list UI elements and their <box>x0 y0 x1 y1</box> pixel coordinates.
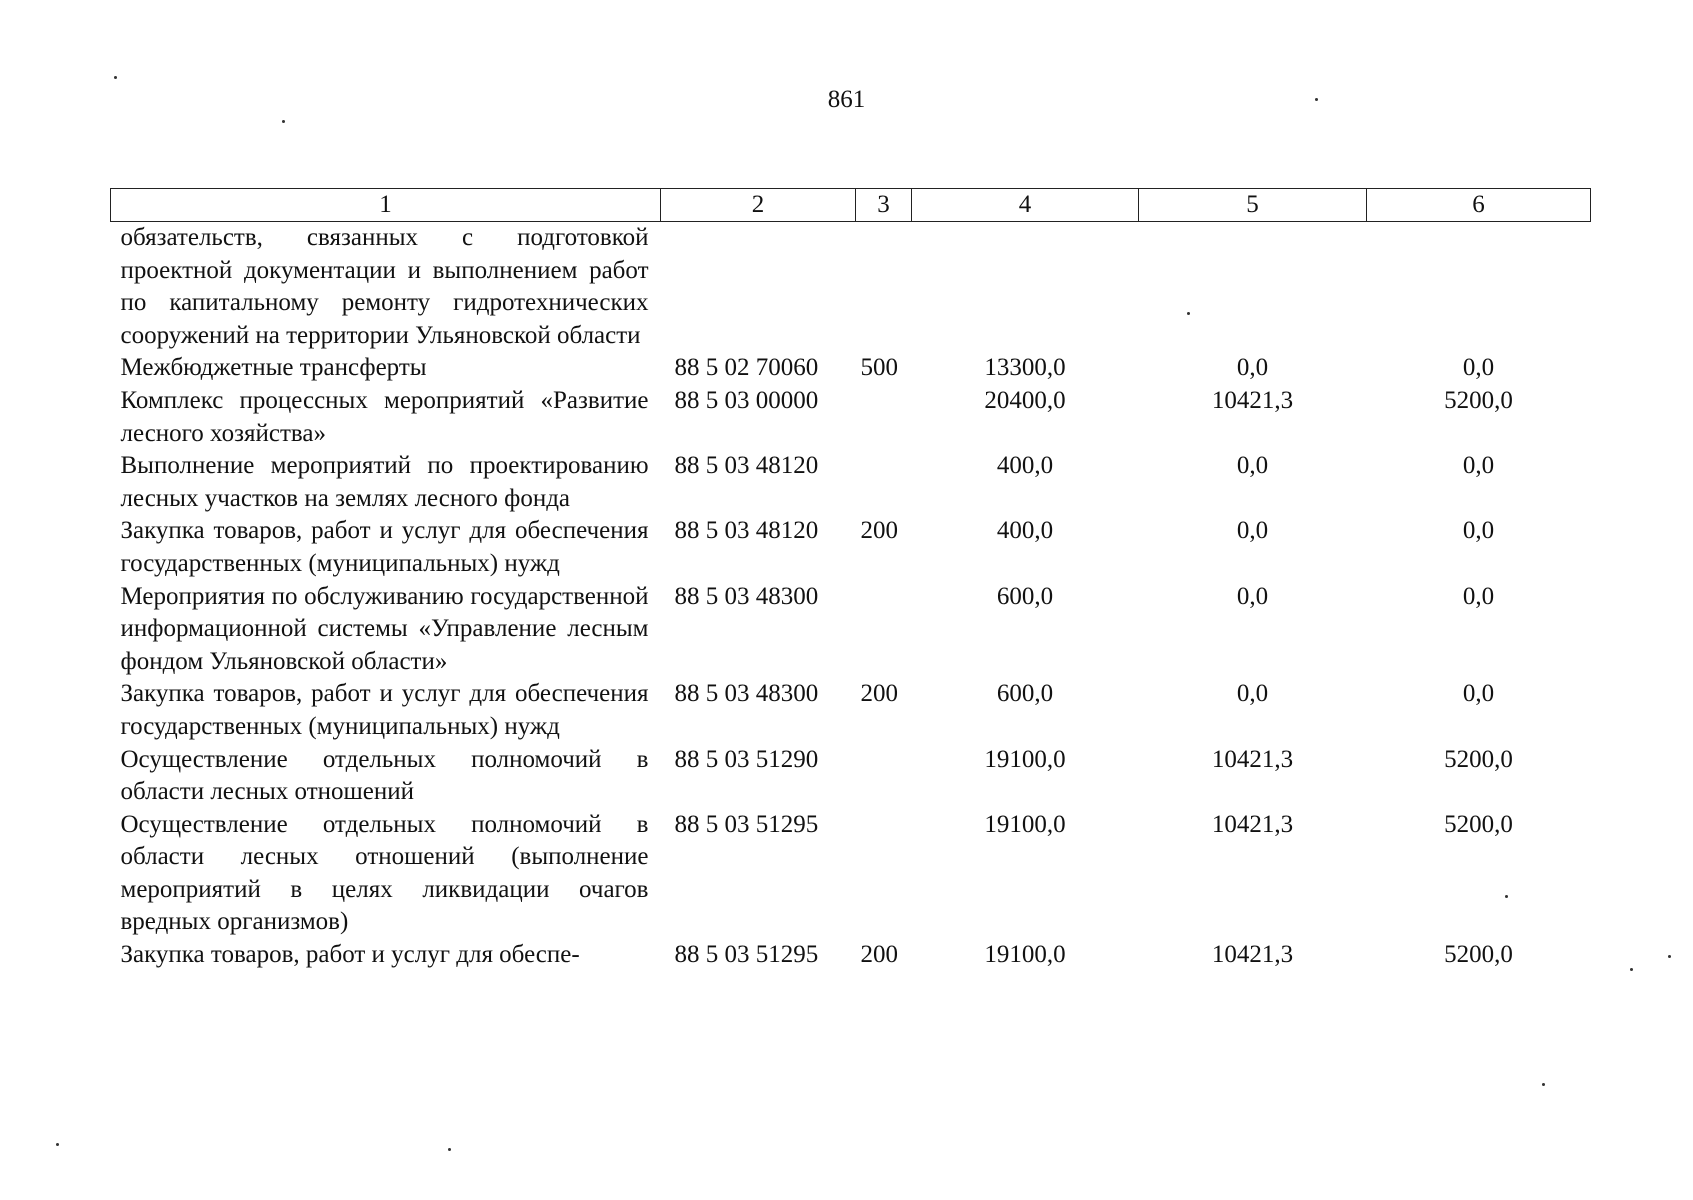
cell-type: 500 <box>860 354 898 382</box>
cell-name: Межбюджетные трансферты <box>120 354 427 382</box>
cell-value-col6 <box>1367 222 1591 353</box>
cell-value-col6: 5200,0 <box>1444 745 1513 773</box>
cell-code: 88 5 03 00000 <box>674 386 819 414</box>
cell-name: Выполнение мероприятий по проектированию лесных участков на землях лесного фонда <box>120 452 649 512</box>
cell-value-col6: 0,0 <box>1462 452 1495 480</box>
table-row <box>111 515 1591 580</box>
table-header <box>111 189 1591 222</box>
table-body <box>111 222 1591 972</box>
cell-type <box>856 450 912 515</box>
scan-speck <box>448 1148 451 1151</box>
cell-value-col5: 0,0 <box>1236 354 1269 382</box>
cell-value-col4: 20400,0 <box>984 386 1066 414</box>
cell-code: 88 5 03 51295 <box>674 810 819 838</box>
scan-speck <box>1315 98 1318 101</box>
cell-value-col4: 13300,0 <box>984 354 1066 382</box>
table-row <box>111 939 1591 972</box>
cell-value-col5: 0,0 <box>1236 582 1269 610</box>
cell-type <box>856 581 912 679</box>
cell-type: 200 <box>860 680 898 708</box>
cell-value-col6: 0,0 <box>1462 354 1495 382</box>
cell-value-col6: 0,0 <box>1462 680 1495 708</box>
cell-value-col5: 0,0 <box>1236 452 1269 480</box>
cell-code: 88 5 03 48120 <box>674 452 819 480</box>
cell-code: 88 5 03 48120 <box>674 517 819 545</box>
cell-value-col4: 600,0 <box>996 582 1054 610</box>
cell-value-col5: 0,0 <box>1236 517 1269 545</box>
cell-value-col4: 19100,0 <box>984 941 1066 969</box>
cell-code: 88 5 02 70060 <box>674 354 819 382</box>
scan-speck <box>282 120 285 123</box>
page-number: 861 <box>827 86 866 113</box>
cell-name: Закупка товаров, работ и услуг для обеспе- <box>120 941 580 969</box>
cell-value-col5: 0,0 <box>1236 680 1269 708</box>
scan-speck <box>1542 1083 1545 1086</box>
cell-type <box>856 222 912 353</box>
table-row <box>111 450 1591 515</box>
scan-speck <box>1505 895 1508 898</box>
cell-value-col6: 5200,0 <box>1444 386 1513 414</box>
cell-value-col5: 10421,3 <box>1211 386 1294 414</box>
scan-speck <box>1187 312 1190 315</box>
cell-value-col6: 0,0 <box>1462 517 1495 545</box>
cell-value-col4: 19100,0 <box>984 745 1066 773</box>
cell-type <box>856 385 912 450</box>
cell-type: 200 <box>860 941 898 969</box>
cell-name: Закупка товаров, работ и услуг для обеспечения государственных (муниципальных) нужд <box>120 517 649 577</box>
cell-type <box>856 809 912 939</box>
cell-value-col5: 10421,3 <box>1211 941 1294 969</box>
scan-speck <box>1668 955 1671 958</box>
cell-value-col4: 400,0 <box>996 452 1054 480</box>
budget-table <box>110 188 1591 972</box>
column-header-4: 4 <box>912 189 1139 222</box>
table-row <box>111 222 1591 353</box>
cell-value-col6: 5200,0 <box>1444 810 1513 838</box>
cell-name: Комплекс процессных мероприятий «Развитие лесного хозяйства» <box>120 386 649 447</box>
cell-name: Осуществление отдельных полномочий в области лесных отношений (выполнение мероприятий в целях ликвидации очагов вредных организмов) <box>120 810 649 936</box>
cell-code: 88 5 03 48300 <box>674 680 819 708</box>
cell-name: Осуществление отдельных полномочий в области лесных отношений <box>120 745 649 806</box>
column-header-3: 3 <box>856 189 912 222</box>
cell-value-col6: 0,0 <box>1462 582 1495 610</box>
column-header-5: 5 <box>1139 189 1367 222</box>
cell-type: 200 <box>860 517 898 545</box>
column-header-2: 2 <box>661 189 856 222</box>
cell-name: Мероприятия по обслуживанию государственной информационной системы «Управление лесным фондом Ульяновской области» <box>120 582 649 675</box>
cell-value-col5: 10421,3 <box>1211 745 1294 773</box>
column-header-6: 6 <box>1367 189 1591 222</box>
scan-speck <box>114 76 117 79</box>
cell-value-col5: 10421,3 <box>1211 810 1294 838</box>
table-row <box>111 581 1591 679</box>
cell-type <box>856 744 912 809</box>
cell-name: Закупка товаров, работ и услуг для обеспечения государственных (муниципальных) нужд <box>120 680 649 740</box>
cell-code: 88 5 03 51295 <box>674 941 819 969</box>
cell-value-col4: 600,0 <box>996 680 1054 708</box>
cell-code: 88 5 03 51290 <box>674 745 819 773</box>
header-row <box>111 189 1591 222</box>
column-header-1: 1 <box>111 189 661 222</box>
cell-value-col4: 19100,0 <box>984 810 1066 838</box>
scan-speck <box>1630 968 1633 971</box>
scan-speck <box>56 1143 59 1146</box>
table-row <box>111 385 1591 450</box>
cell-value-col4 <box>912 222 1139 353</box>
cell-name: обязательств, связанных с подготовкой проектной документации и выполнением работ по капитальному ремонту гидротехнических сооружений на территории Ульяновской области <box>120 224 649 349</box>
table-row <box>111 744 1591 809</box>
cell-value-col4: 400,0 <box>996 517 1054 545</box>
cell-code: 88 5 03 48300 <box>674 582 819 610</box>
cell-code <box>661 222 856 353</box>
cell-value-col6: 5200,0 <box>1444 941 1513 969</box>
table-row <box>111 352 1591 385</box>
cell-value-col5 <box>1139 222 1367 353</box>
table-row <box>111 809 1591 939</box>
table-row <box>111 678 1591 743</box>
